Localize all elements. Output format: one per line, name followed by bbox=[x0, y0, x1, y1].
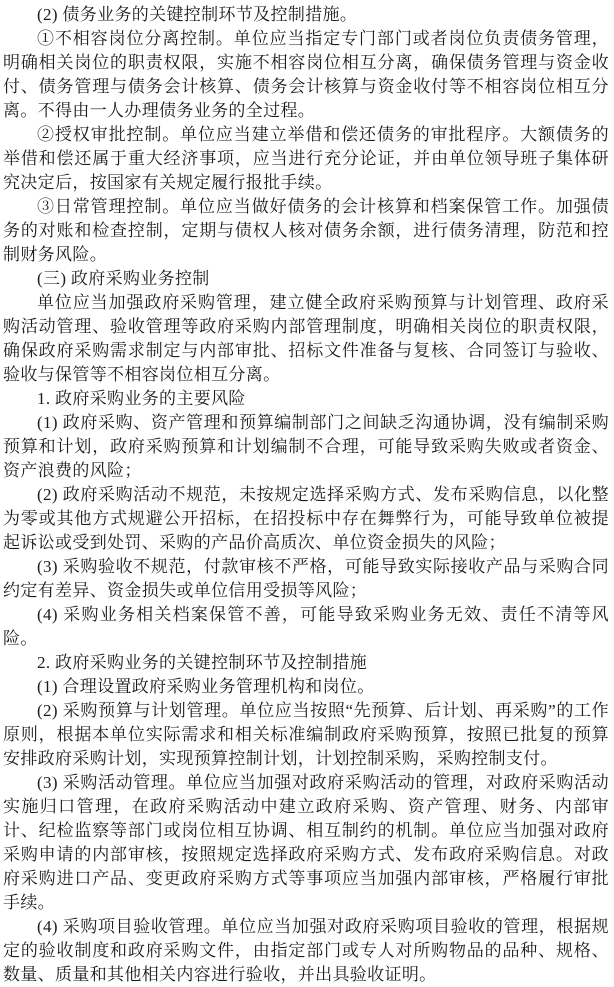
heading-procurement-key-controls: 2. 政府采购业务的关键控制环节及控制措施 bbox=[37, 653, 368, 672]
para-control-3-activity-mgmt: (3) 采购活动管理。单位应当加强对政府采购活动的管理，对政府采购活动实施归口管理，在政府采购活动中建立政府采购、资产管理、财务、内部审计、纪检监察等部门或岗位相互协调、相互制约的机制。单位应当加强对政府采购申请的内部审核，按照规定选择政府采购方式、发布政府采购信息。对政府采购进口产品、变更政府采购方式等事项应当加强内部审核，严格履行审批手续。 bbox=[3, 773, 609, 912]
para-risk-1: (1) 政府采购、资产管理和预算编制部门之间缺乏沟通协调，没有编制采购预算和计划，政府采购预算和计划编制不合理，可能导致采购失败或者资金、资产浪费的风险； bbox=[3, 413, 609, 480]
para-risk-3: (3) 采购验收不规范，付款审核不严格，可能导致实际接收产品与采购合同约定有差异、资金损失或单位信用受损等风险； bbox=[3, 557, 609, 600]
para-control-4-acceptance-mgmt: (4) 采购项目验收管理。单位应当加强对政府采购项目验收的管理，根据规定的验收制度和政府采购文件，由指定部门或专人对所购物品的品种、规格、数量、质量和其他相关内容进行验收，并出具验收证明。 bbox=[3, 917, 609, 984]
para-risk-4: (4) 采购业务相关档案保管不善，可能导致采购业务无效、责任不清等风险。 bbox=[3, 605, 609, 648]
heading-gov-procurement-control: (三) 政府采购业务控制 bbox=[37, 269, 210, 288]
heading-procurement-main-risks: 1. 政府采购业务的主要风险 bbox=[37, 389, 246, 408]
para-authorization-approval-control: ②授权审批控制。单位应当建立举借和偿还债务的审批程序。大额债务的举借和偿还属于重大经济事项，应当进行充分论证，并由单位领导班子集体研究决定后，按国家有关规定履行报批手续。 bbox=[3, 125, 609, 192]
heading-debt-key-controls: (2) 债务业务的关键控制环节及控制措施。 bbox=[37, 5, 358, 24]
para-procurement-overview: 单位应当加强政府采购管理，建立健全政府采购预算与计划管理、政府采购活动管理、验收管理等政府采购内部管理制度，明确相关岗位的职责权限，确保政府采购需求制定与内部审批、招标文件准备与复核、合同签订与验收、验收与保管等不相容岗位相互分离。 bbox=[3, 293, 609, 384]
para-risk-2: (2) 政府采购活动不规范，未按规定选择采购方式、发布采购信息，以化整为零或其他方式规避公开招标，在招投标中存在舞弊行为，可能导致单位被提起诉讼或受到处罚、采购的产品价高质次、单位资金损失的风险； bbox=[3, 485, 609, 552]
para-incompatible-position-control: ①不相容岗位分离控制。单位应当指定专门部门或者岗位负责债务管理，明确相关岗位的职责权限，实施不相容岗位相互分离，确保债务管理与资金收付、债务管理与债务会计核算、债务会计核算与资金收付等不相容岗位相互分离。不得由一人办理债务业务的全过程。 bbox=[3, 29, 609, 120]
para-control-1-org-setup: (1) 合理设置政府采购业务管理机构和岗位。 bbox=[37, 677, 375, 696]
para-daily-management-control: ③日常管理控制。单位应当做好债务的会计核算和档案保管工作。加强债务的对账和检查控制，定期与债权人核对债务余额，进行债务清理，防范和控制财务风险。 bbox=[3, 197, 609, 264]
para-control-2-budget-plan: (2) 采购预算与计划管理。单位应当按照“先预算、后计划、再采购”的工作原则，根据本单位实际需求和相关标准编制政府采购预算，按照已批复的预算安排政府采购计划，实现预算控制计划，计划控制采购，采购控制支付。 bbox=[3, 701, 609, 768]
